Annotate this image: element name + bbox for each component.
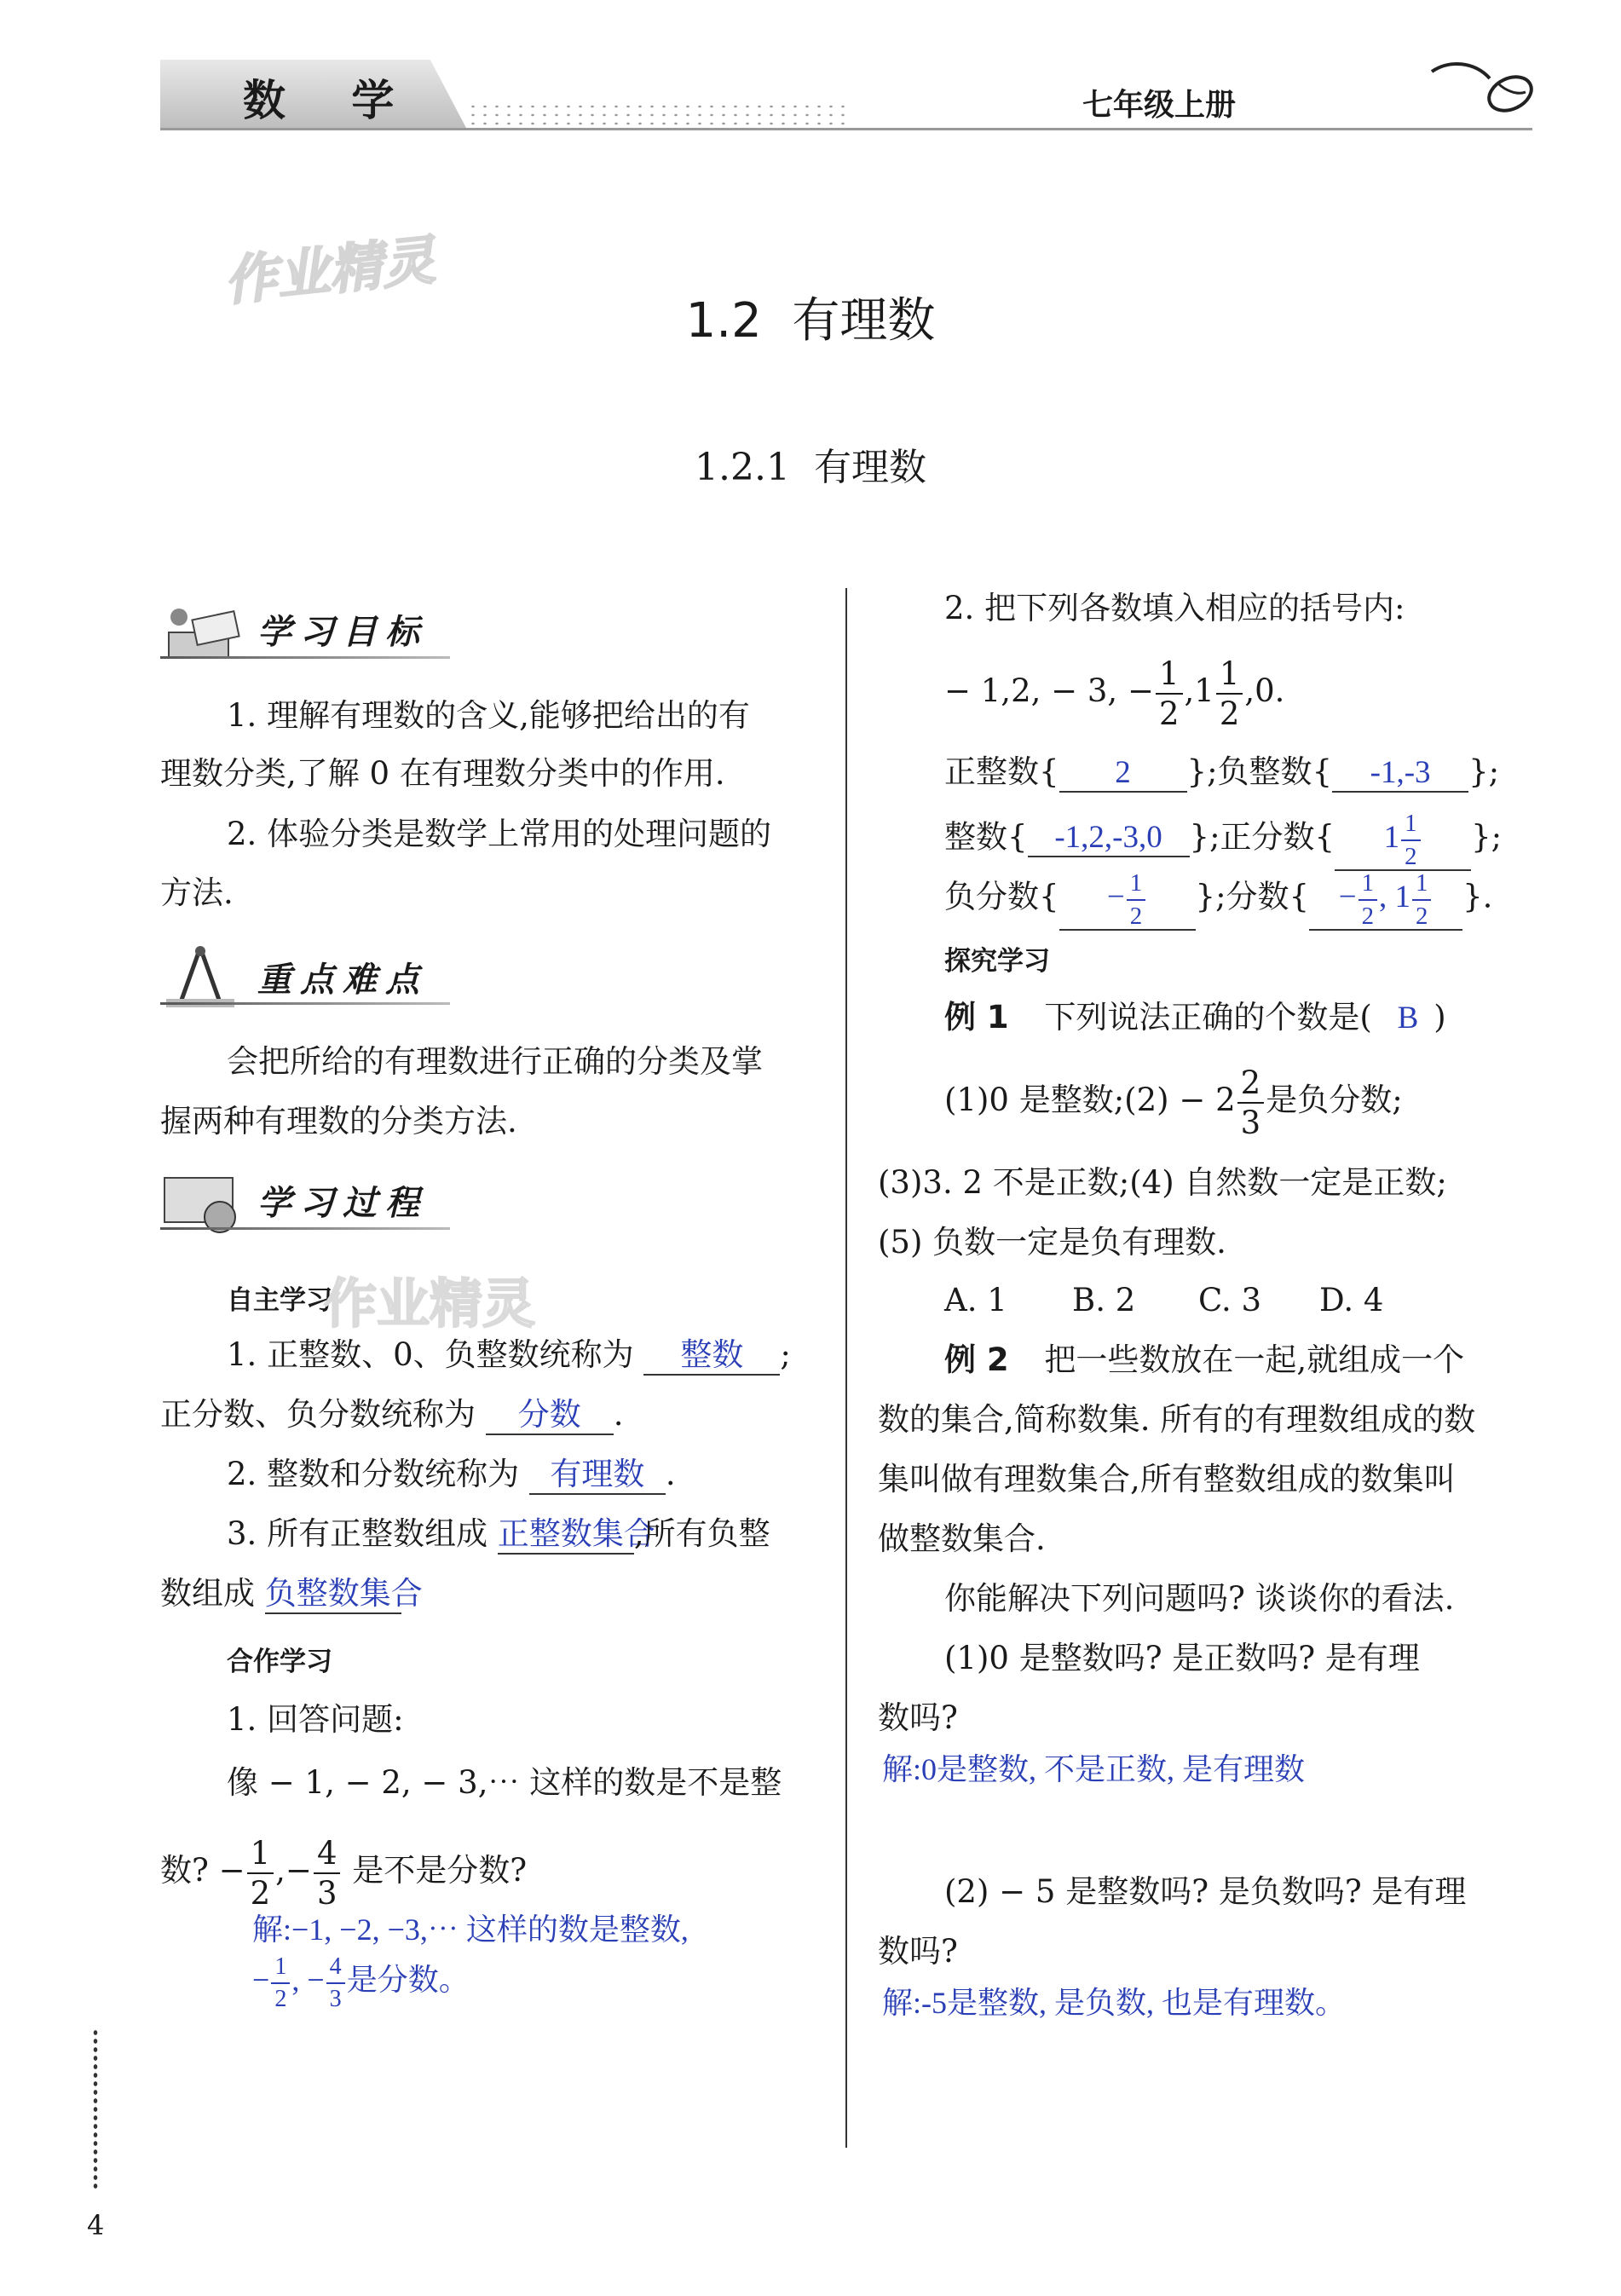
key-line-b: 握两种有理数的分类方法.: [160, 1103, 517, 1139]
watermark-2: 作业精灵: [324, 1272, 536, 1335]
coop-q1-text: 像 − 1, − 2, − 3,⋯ 这样的数是不是整: [227, 1764, 782, 1801]
ex1-s1: (1)0 是整数;(2) − 2 $\frac{2}{3}$ 是负分数;: [944, 1064, 1403, 1141]
ex1-line: 例 1 下列说法正确的个数是( B ): [944, 999, 1446, 1036]
answer-frac: − $\frac{1}{2}$ , 1 $\frac{1}{2}$: [1339, 880, 1434, 914]
r-negfrac-frac: 负分数{ − $\frac{1}{2}$ };分数{ − $\frac{1}{2}$ , 1 $\frac{1}{2}$ }.: [944, 869, 1493, 930]
ex1-s3: (5) 负数一定是负有理数.: [878, 1224, 1226, 1260]
ex2-line-c: 集叫做有理数集合,所有整数组成的数集叫: [878, 1461, 1456, 1497]
process-heading: 学习过程: [257, 1184, 428, 1223]
answer-neg-frac: − $\frac{1}{2}$: [1107, 880, 1147, 914]
ex2-line-d: 做整数集合.: [878, 1520, 1046, 1557]
goal1-line-a: 1. 理解有理数的含义,能够把给出的有: [227, 697, 750, 734]
answer-neg-int: -1,-3: [1370, 755, 1431, 790]
self-q1: 1. 正整数、0、负整数统称为 整数 ;: [227, 1335, 791, 1376]
page-number: 4: [87, 2209, 105, 2241]
answer-int: -1,2,-3,0: [1054, 820, 1162, 856]
ex2-line-b: 数的集合,简称数集. 所有的有理数组成的数: [878, 1401, 1476, 1438]
self-study-heading: 自主学习: [227, 1285, 332, 1316]
ex2-q1b: 数吗?: [878, 1699, 958, 1736]
answer-q3: 正整数集合: [497, 1517, 655, 1552]
key-line-a: 会把所给的有理数进行正确的分类及掌: [227, 1043, 763, 1080]
option-c: C. 3: [1198, 1282, 1262, 1318]
r-q2-numbers: − 1,2, − 3, − $\frac{1}{2}$ ,1 $\frac{1}{2}$ ,0.: [944, 655, 1285, 732]
header-grade: 七年级上册: [1082, 88, 1237, 123]
answer-q2: 有理数: [550, 1457, 645, 1492]
key-underline: [160, 1002, 450, 1005]
r-pos-neg-int: 正整数{ 2 };负整数{ -1,-3 };: [944, 752, 1499, 793]
ex2-q2a: (2) − 5 是整数吗? 是负数吗? 是有理: [944, 1873, 1467, 1910]
ex1-options: [944, 1280, 1383, 1321]
r-q2-intro: 2. 把下列各数填入相应的括号内:: [944, 590, 1405, 626]
answer-q1: 整数: [680, 1338, 744, 1373]
ex2-answer-2: 解:-5是整数, 是负数, 也是有理数。: [882, 1986, 1346, 2020]
goals-heading: 学习目标: [257, 613, 428, 652]
self-q1b: 正分数、负分数统称为 分数 .: [160, 1394, 624, 1435]
coop-answer-b: − $\frac{1}{2}$ , − $\frac{4}{3}$ 是分数。: [252, 1953, 470, 2012]
margin-dots: [92, 2028, 99, 2190]
ex1-s2: (3)3. 2 不是正数;(4) 自然数一定是正数;: [878, 1164, 1447, 1201]
option-b: B. 2: [1072, 1282, 1136, 1318]
process-underline: [160, 1227, 450, 1230]
answer-q1b: 分数: [517, 1398, 581, 1433]
header-rule: [160, 128, 1532, 130]
option-d: D. 4: [1319, 1282, 1384, 1318]
coop-q1: 1. 回答问题:: [227, 1701, 404, 1738]
ex2-answer-1: 解:0是整数, 不是正数, 是有理数: [882, 1752, 1306, 1786]
coop-q1-text2: 数? − $\frac{1}{2}$ ,− $\frac{4}{3}$ 是不是分数?: [160, 1834, 528, 1912]
answer-pos-int: 2: [1115, 755, 1131, 790]
self-q2: 2. 整数和分数统称为 有理数 .: [227, 1454, 676, 1495]
ex2-q2b: 数吗?: [878, 1933, 958, 1970]
ex2-line-a: 例 2 把一些数放在一起,就组成一个: [944, 1341, 1465, 1378]
answer-ex1: B: [1397, 1001, 1419, 1036]
page-title: 1.2 有理数: [685, 293, 936, 349]
watermark: 作业精灵: [221, 228, 438, 313]
ex2-q1a: (1)0 是整数吗? 是正数吗? 是有理: [944, 1640, 1420, 1676]
self-q3b: 数组成 负整数集合: [160, 1573, 401, 1614]
coop-heading: 合作学习: [227, 1647, 332, 1677]
coop-answer-a: 解:−1, −2, −3,⋯ 这样的数是整数,: [252, 1912, 689, 1947]
self-q3: 3. 所有正整数组成 正整数集合,所有负整: [227, 1514, 770, 1555]
option-a: A. 1: [944, 1282, 1007, 1318]
compass-icon: [162, 943, 239, 1011]
ex2-line-e: 你能解决下列问题吗? 谈谈你的看法.: [944, 1580, 1455, 1617]
mouse-logo-icon: [1423, 53, 1543, 121]
goal2-line-a: 2. 体验分类是数学上常用的处理问题的: [227, 816, 772, 852]
explore-heading: 探究学习: [944, 946, 1050, 977]
answer-q3b: 负整数集合: [264, 1577, 423, 1612]
answer-pos-frac: 1 $\frac{1}{2}$: [1384, 820, 1422, 855]
key-heading: 重点难点: [257, 961, 428, 1000]
header-subject: 数 学: [243, 76, 420, 125]
column-divider: [845, 588, 847, 2148]
section-title: 1.2.1 有理数: [695, 446, 926, 489]
goal1-line-b: 理数分类,了解 0 在有理数分类中的作用.: [160, 755, 725, 792]
r-int-posfrac: 整数{ -1,2,-3,0 };正分数{ 1 $\frac{1}{2}$ };: [944, 810, 1503, 870]
header-dots: [467, 102, 851, 128]
goal2-line-b: 方法.: [160, 874, 234, 911]
goals-underline: [160, 656, 450, 659]
